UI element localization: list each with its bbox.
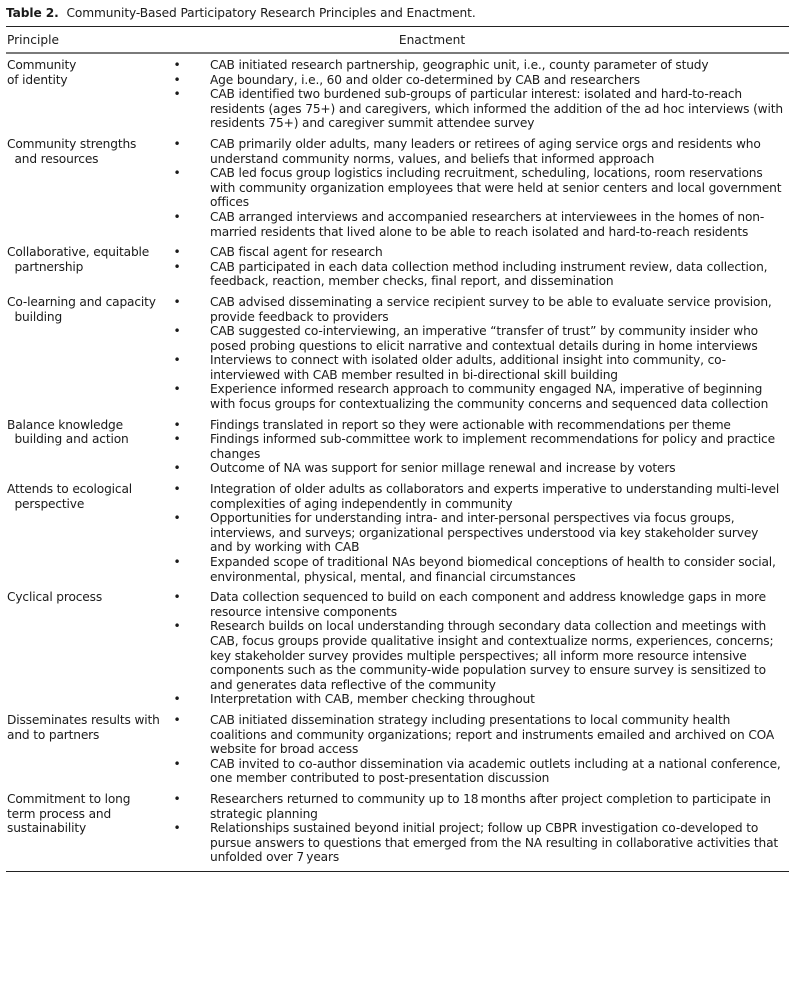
table-row xyxy=(6,241,789,291)
table-row xyxy=(6,414,789,478)
table-row xyxy=(6,709,789,788)
bullet-icon: • xyxy=(173,482,181,497)
enactment-cell xyxy=(168,478,789,586)
enactment-item xyxy=(168,382,789,411)
bullet-icon: • xyxy=(173,136,181,151)
enactment-item xyxy=(168,713,789,757)
enactment-item xyxy=(168,137,789,166)
enactment-text: Research builds on local understanding through secondary data collection and meetings with CAB, focus groups provide qualitative insight and contextualize norms, experiences, concerns; key stakeholder survey provides multiple perspectives; all inform more resource intensive components such as the community-wide population survey to ensure survey is sensitized to and generates data reflective of the community xyxy=(210,619,774,692)
enactment-text: CAB advised disseminating a service recipient survey to be able to evaluate service provision, provide feedback to providers xyxy=(210,294,772,324)
principle-text-line: Attends to ecological xyxy=(7,482,132,497)
enactment-text: Findings informed sub-committee work to implement recommendations for policy and practice changes xyxy=(210,432,775,461)
enactment-item xyxy=(168,73,789,88)
bullet-icon: • xyxy=(173,324,181,339)
enactment-text: Expanded scope of traditional NAs beyond biomedical conceptions of health to consider social, environmental, physical, mental, and financial circumstances xyxy=(210,555,776,584)
enactment-item xyxy=(168,619,789,692)
enactment-text: Age boundary, i.e., 60 and older co-determined by CAB and researchers xyxy=(210,72,640,87)
principle-text-line: Commitment to long xyxy=(7,791,131,806)
bottom-rule xyxy=(6,871,789,872)
enactment-text: CAB participated in each data collection method including instrument review, data collection, feedback, reaction, member checks, final report, and dissemination xyxy=(210,259,768,289)
principle-cell xyxy=(6,54,168,133)
bullet-icon: • xyxy=(173,756,181,771)
principle-text-line: building and action xyxy=(7,432,129,447)
principle-text-line: Collaborative, equitable xyxy=(7,245,150,260)
principle-text-line: Disseminates results with xyxy=(7,712,160,727)
bullet-icon: • xyxy=(173,245,181,260)
principle-text-line: Community xyxy=(7,58,77,72)
enactment-item xyxy=(168,418,789,433)
enactment-text: Researchers returned to community up to 18 months after project completion to participate in strategic planning xyxy=(210,791,771,821)
enactment-item xyxy=(168,58,789,73)
enactment-list xyxy=(168,713,789,786)
enactment-text: Interviews to connect with isolated older adults, additional insight into community, co-interviewed with CAB member resulted in bi-directional skill building xyxy=(210,353,726,382)
bullet-icon: • xyxy=(173,619,181,634)
enactment-item xyxy=(168,692,789,707)
table-body xyxy=(6,54,789,867)
bullet-icon: • xyxy=(173,590,181,605)
principle-text-line: building xyxy=(7,309,63,324)
enactment-text: Integration of older adults as collaborators and experts imperative to understanding multi-level complexities of aging independently in community xyxy=(210,482,780,511)
enactment-item xyxy=(168,432,789,461)
bullet-icon: • xyxy=(173,511,181,526)
enactment-cell xyxy=(168,291,789,414)
principle-cell xyxy=(6,133,168,241)
principle-text-line: and resources xyxy=(7,151,99,166)
enactment-item xyxy=(168,461,789,476)
bullet-icon: • xyxy=(173,58,181,72)
bullet-icon: • xyxy=(173,461,181,476)
enactment-cell xyxy=(168,709,789,788)
enactment-list xyxy=(168,792,789,865)
enactment-item xyxy=(168,87,789,131)
principle-text-line: partnership xyxy=(7,259,84,274)
bullet-icon: • xyxy=(173,294,181,309)
principle-text-line: Cyclical process xyxy=(7,590,103,605)
enactment-item xyxy=(168,324,789,353)
enactment-cell xyxy=(168,586,789,709)
enactment-text: Outcome of NA was support for senior millage renewal and increase by voters xyxy=(210,461,676,476)
principle-cell xyxy=(6,291,168,414)
enactment-text: Opportunities for understanding intra- and inter-personal perspectives via focus groups, interviews, and surveys; organizational perspectives understood via key stakeholder survey and by working with CAB xyxy=(210,511,759,555)
enactment-item xyxy=(168,590,789,619)
table-number: Table 2. xyxy=(6,6,59,20)
bullet-icon: • xyxy=(173,353,181,368)
bullet-icon: • xyxy=(173,259,181,274)
enactment-list xyxy=(168,245,789,289)
principle-cell xyxy=(6,478,168,586)
bullet-icon: • xyxy=(173,87,181,102)
enactment-text: CAB primarily older adults, many leaders or retirees of aging service orgs and residents who understand community norms, values, and beliefs that informed approach xyxy=(210,136,761,166)
principle-text-line: Community strengths xyxy=(7,136,137,151)
table-row xyxy=(6,133,789,241)
enactment-text: CAB invited to co-author dissemination via academic outlets including at a national conference, one member contributed to post-presentation discussion xyxy=(210,756,781,786)
enactment-list xyxy=(168,58,789,131)
enactment-text: CAB initiated dissemination strategy including presentations to local community health coalitions and community organizations; report and instruments emailed and archived on COA website for broad access xyxy=(210,712,775,757)
enactment-item xyxy=(168,792,789,821)
principle-text-line: and to partners xyxy=(7,727,100,742)
enactment-text: CAB initiated research partnership, geographic unit, i.e., county parameter of study xyxy=(210,58,709,72)
table-row xyxy=(6,586,789,709)
principle-text-line: of identity xyxy=(7,72,68,87)
principle-cell xyxy=(6,414,168,478)
enactment-cell xyxy=(168,788,789,867)
table-header xyxy=(6,27,789,52)
enactment-list xyxy=(168,590,789,707)
enactment-item xyxy=(168,210,789,239)
enactment-list xyxy=(168,295,789,412)
bullet-icon: • xyxy=(173,432,181,447)
principle-text-line: perspective xyxy=(7,496,85,511)
table-row xyxy=(6,478,789,586)
enactment-text: Findings translated in report so they were actionable with recommendations per theme xyxy=(210,417,731,432)
bullet-icon: • xyxy=(173,821,181,836)
column-header-principle: Principle xyxy=(7,33,59,47)
enactment-item xyxy=(168,245,789,260)
table-caption xyxy=(6,5,789,21)
enactment-text: CAB suggested co-interviewing, an imperative “transfer of trust” by community insider who posed probing questions to elicit narrative and contextual details during in home interviews xyxy=(210,324,758,353)
enactment-item xyxy=(168,821,789,865)
table-row xyxy=(6,788,789,867)
enactment-text: Experience informed research approach to community engaged NA, imperative of beginning with focus groups for contextualizing the community concerns and sequenced data collection xyxy=(210,382,769,412)
bullet-icon: • xyxy=(173,166,181,181)
enactment-list xyxy=(168,137,789,239)
enactment-list xyxy=(168,418,789,476)
principle-cell xyxy=(6,586,168,709)
enactment-text: Interpretation with CAB, member checking throughout xyxy=(210,692,535,707)
enactment-item xyxy=(168,511,789,555)
principle-text-line: sustainability xyxy=(7,821,87,836)
enactment-item xyxy=(168,260,789,289)
table-row xyxy=(6,54,789,133)
bullet-icon: • xyxy=(173,417,181,432)
bullet-icon: • xyxy=(173,382,181,397)
enactment-item xyxy=(168,166,789,210)
bullet-icon: • xyxy=(173,555,181,569)
enactment-list xyxy=(168,482,789,584)
bullet-icon: • xyxy=(173,791,181,806)
principle-text-line: Co-learning and capacity xyxy=(7,294,156,309)
principles-table xyxy=(6,54,789,867)
enactment-item xyxy=(168,555,789,584)
enactment-cell xyxy=(168,414,789,478)
enactment-item xyxy=(168,353,789,382)
enactment-cell xyxy=(168,54,789,133)
enactment-text: CAB led focus group logistics including recruitment, scheduling, locations, room reservations with community organization employees that were held at senior centers and local government offices xyxy=(210,166,782,210)
table-title: Community-Based Participatory Research Principles and Enactment. xyxy=(66,6,476,20)
enactment-text: CAB arranged interviews and accompanied researchers at interviewees in the homes of non-married residents that lived alone to be able to reach isolated and hard-to-reach residents xyxy=(210,209,765,239)
enactment-cell xyxy=(168,133,789,241)
bullet-icon: • xyxy=(173,209,181,224)
principle-text-line: term process and xyxy=(7,806,112,821)
enactment-text: CAB fiscal agent for research xyxy=(210,245,383,260)
principle-cell xyxy=(6,709,168,788)
enactment-text: Relationships sustained beyond initial project; follow up CBPR investigation co-developed to pursue answers to questions that emerged from the NA resulting in collaborative activities that unfolded over 7 years xyxy=(210,821,779,865)
principle-text-line: Balance knowledge xyxy=(7,417,123,432)
enactment-cell xyxy=(168,241,789,291)
enactment-text: Data collection sequenced to build on each component and address knowledge gaps in more resource intensive components xyxy=(210,590,766,619)
enactment-text: CAB identified two burdened sub-groups of particular interest: isolated and hard-to-reach residents (ages 75+) and caregivers, which informed the addition of the ad hoc interviews (with residents 75+) and caregiver summit attendee survey xyxy=(210,87,783,131)
bullet-icon: • xyxy=(173,692,181,707)
table-row xyxy=(6,291,789,414)
bullet-icon: • xyxy=(173,712,181,727)
enactment-item xyxy=(168,295,789,324)
principle-cell xyxy=(6,241,168,291)
column-header-enactment: Enactment xyxy=(398,33,466,47)
enactment-item xyxy=(168,757,789,786)
enactment-item xyxy=(168,482,789,511)
bullet-icon: • xyxy=(173,72,181,87)
principle-cell xyxy=(6,788,168,867)
